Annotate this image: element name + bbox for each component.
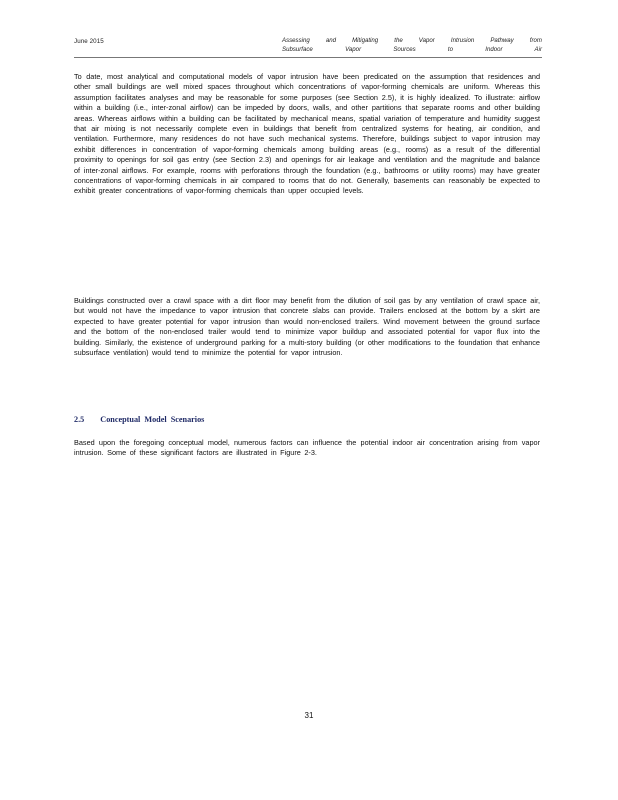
header-divider — [74, 57, 542, 58]
header-document-title — [282, 37, 542, 54]
body-paragraph-2: Buildings constructed over a crawl space with a dirt floor may benefit from the dilution of soil gas by any ventilation of crawl space air, but would not have the impedance to vapor intrusion that concrete slabs can provide. Trailers enclosed at the bottom by a skirt are expected to have greater potential for vapor intrusion than would non-enclosed trailers. Wind movement between the ground surface and the bottom of the non-enclosed trailer would tend to minimize vapor buildup and associated potential for vapor flux into the building. Similarly, the existence of underground parking for a multi-story building (or other modifications to the foundation that enhance subsurface ventilation) would tend to minimize the potential for vapor intrusion. — [74, 296, 540, 358]
section-number: 2.5 — [74, 415, 85, 424]
section-title: Conceptual Model Scenarios — [100, 415, 205, 424]
body-paragraph-1: To date, most analytical and computational models of vapor intrusion have been predicated on the assumption that residences and other small buildings are well mixed spaces throughout which concentrations of vapor-forming chemicals are uniform. Whereas this assumption facilitates analyses and may be reasonable for some purposes (see Section 2.5), it is highly idealized. To illustrate: airflow within a building (i.e., inter-zonal airflow) can be impeded by doors, walls, and other partitions that separate rooms and other building areas. Whereas airflows within a building can be facilitated by mechanical means, spatial variation of temperature and humidity suggest that air mixing is not necessarily complete even in buildings that benefit from centralized systems for heating, air condition, and ventilation. Furthermore, many residences do not have such mechanical systems. Therefore, buildings subject to vapor intrusion may exhibit differences in concentration of vapor-forming chemicals among building areas (e.g., rooms) as a result of the differential proximity to openings for soil gas entry (see Section 2.3) and openings for air leakage and ventilation and the magnitude and balance of inter-zonal airflows. For example, rooms with perforations through the foundation (e.g., bathrooms or utility rooms) may have greater concentrations of vapor-forming chemicals in air compared to rooms that do not. Generally, basements can reasonably be expected to exhibit greater concentrations of vapor-forming chemicals than upper occupied levels. — [74, 72, 540, 196]
header-title-line1: Assessing and Mitigating the Vapor Intrusion Pathway from — [282, 37, 542, 44]
section-heading — [74, 415, 204, 424]
header-date: June 2015 — [74, 38, 104, 45]
header-title-line2: Subsurface Vapor Sources to Indoor Air — [282, 45, 542, 53]
body-paragraph-3: Based upon the foregoing conceptual model, numerous factors can influence the potential indoor air concentration arising from vapor intrusion. Some of these significant factors are illustrated in Figure 2-3. — [74, 438, 540, 458]
page-number: 31 — [304, 711, 314, 720]
